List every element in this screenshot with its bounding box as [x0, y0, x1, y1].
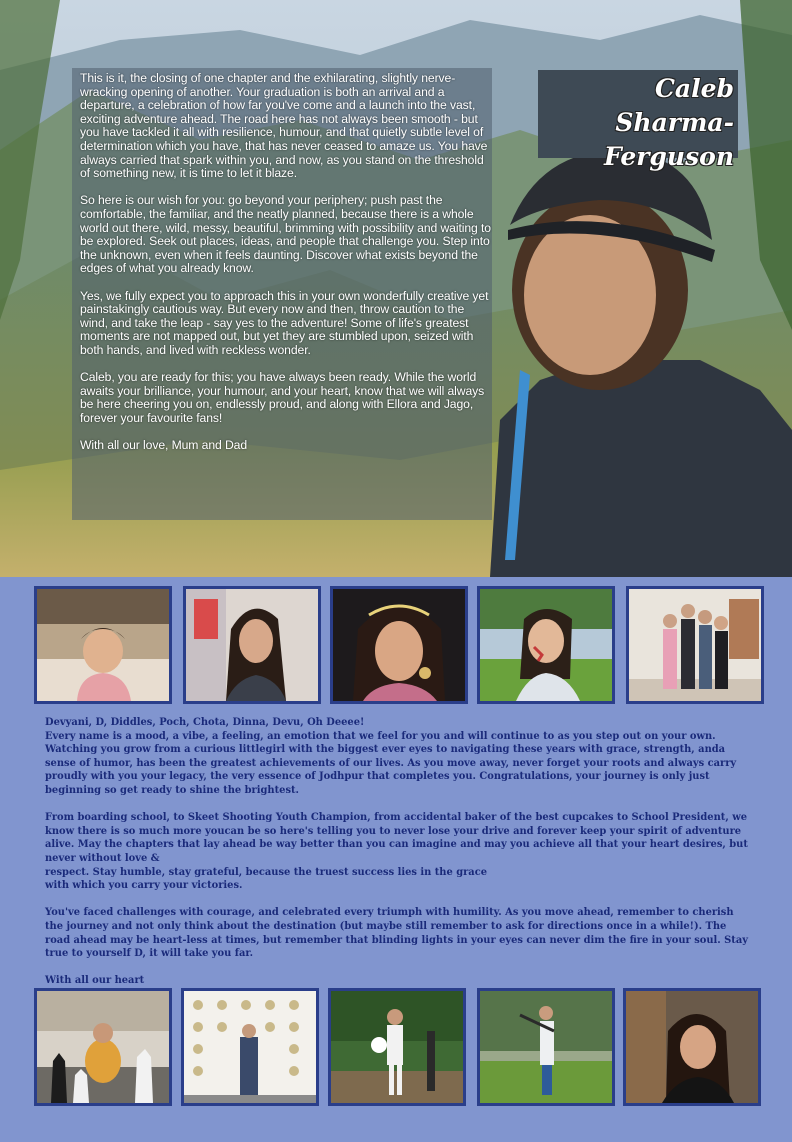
- hero-letter: [80, 72, 492, 466]
- hero-paragraph: Caleb, you are ready for this; you have always been ready. While the world awaits your brilliance, your humour, and your heart, know that we will always be here cheering you on, endlessly proud, and along with Ellora and Jago, forever your favourite fans!: [80, 370, 485, 425]
- photo-toddler: [34, 586, 172, 704]
- student-name: [540, 72, 734, 174]
- photo-row-top: [34, 586, 764, 706]
- photo-row-bottom: [34, 988, 764, 1108]
- hero-paragraph: This is it, the closing of one chapter and the exhilarating, slightly nerve-wracking opening of another. Your graduation is both an arrival and a departure, a celebration of how far you've come and a launch into the vast, exciting adventure ahead. The road here has not always been smooth - but you have tackled it all with resilience, humour, and that quietly subtle level of determination which you have, that has never ceased to amaze us. You have always carried that spark within you, and now, as you stand on the threshold of something new, it is time to let it blaze.: [80, 71, 488, 181]
- photo-girl-shooting: [477, 988, 615, 1106]
- student-name-line1: Caleb Sharma-: [615, 74, 734, 137]
- parents-message: [45, 716, 750, 1015]
- hero-paragraph: So here is our wish for you: go beyond your periphery; push past the comfortable, the familiar, and the neatly planned, because there is a whole world out there, wild, messy, beautiful, brimming with possibility and waiting to be explored. Seek out places, ideas, and people that challenge you. Step into the unknown, even when it feels daunting. Discover what exists beyond the edges of what you already know.: [80, 193, 491, 276]
- message-signature: With all our heart: [45, 975, 145, 987]
- photo-girl-portrait: [623, 988, 761, 1106]
- photo-family-group: [626, 586, 764, 704]
- hero-paragraph: Yes, we fully expect you to approach this in your own wonderfully creative yet painstakingly cautious way. But every now and then, throw caution to the wind, and take the leap - say yes to the adventure! Some of life's greatest moments are not mapped out, but yet they are stumbled upon, seized with both hands, and lived with reckless wonder.: [80, 288, 489, 357]
- photo-girl-headpiece: [330, 586, 468, 704]
- photo-giant-chess: [34, 988, 172, 1106]
- hero-signature: With all our love, Mum and Dad: [80, 438, 248, 453]
- student-name-line2: Ferguson: [603, 142, 734, 171]
- photo-girl-long-hair: [183, 586, 321, 704]
- message-paragraph: You've faced challenges with courage, and celebrated every triumph with humility. As you move ahead, remember to cherish the journey and not only think about the destination (but maybe still remember to ask for directions once in a while!). The road ahead may be heart-less at times, but remember that blinding lights in your eyes can never dim the fire in your soul. Stay true to yourself D, it will take you far.: [45, 907, 748, 960]
- photo-award-backdrop: [181, 988, 319, 1106]
- photo-girl-face-paint: [477, 586, 615, 704]
- message-paragraph: From boarding school, to Skeet Shooting Youth Champion, from accidental baker of the best cupcakes to School President, we know there is so much more youcan be so here's telling you to never lose your drive and forever keep your spirit of adventure alive. May the chapters that lay ahead be way better than you can imagine and may you achieve all that your heart desires, but never without love & respect. Stay humble, stay grateful, because the truest success lies in the grace with which you carry your victories.: [45, 812, 748, 892]
- message-paragraph: Devyani, D, Diddles, Poch, Chota, Dinna, Devu, Oh Deeee! Every name is a mood, a vibe, a feeling, an emotion that we feel for you and will continue to as you step out on your own. Watching you grow from a curious littlegirl with the biggest ever eyes to navigating these years with grace, strength, anda sense of humor, has been the greatest achievements of our lives. As you move away, never forget your roots and always carry proudly with you your legacy, the very essence of Jodhpur that completes you. Congratulations, your journey is only just beginning so get ready to shine the brightest.: [45, 717, 737, 796]
- photo-girl-football: [328, 988, 466, 1106]
